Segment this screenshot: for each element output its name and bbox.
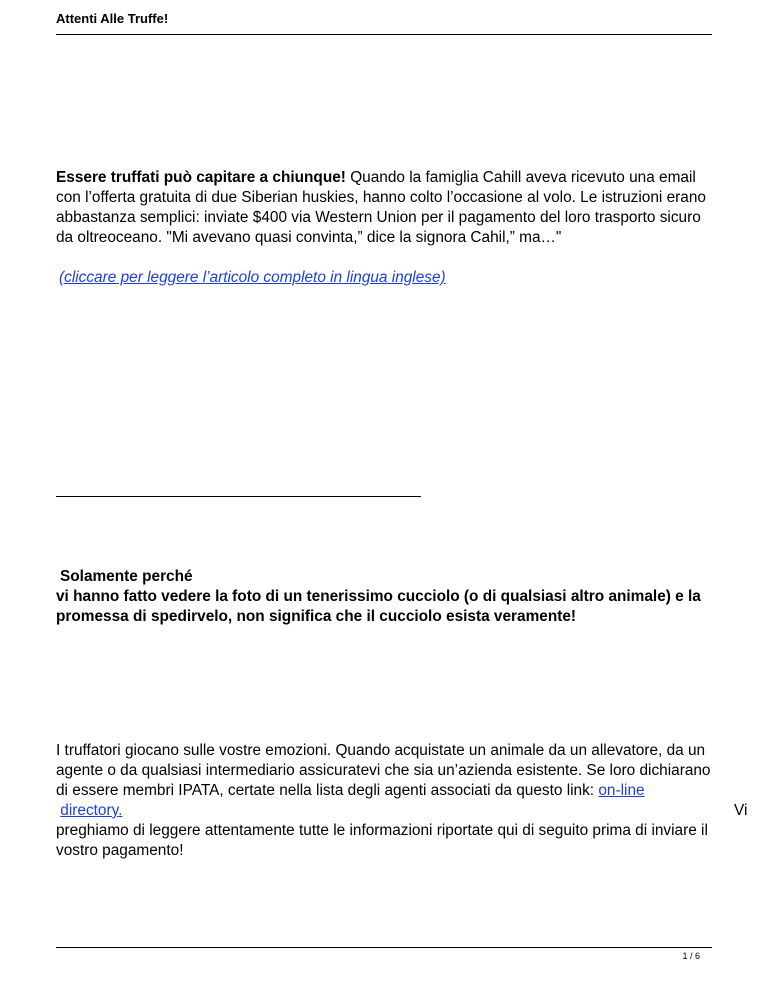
directory-link-part-1[interactable]: on-line: [598, 782, 645, 799]
body-text: I truffatori giocano sulle vostre emozioni. Quando acquistate un animale da un allevatore, da un agente o da qualsiasi intermediario assicuratevi che sia un’azienda esistente. Se loro dichiarano di essere membri IPATA, certate nella lista degli agenti associati da questo link:: [56, 742, 711, 799]
warning-line-2: vi hanno fatto vedere la foto di un tenerissimo cucciolo (o di qualsiasi altro animale) e la promessa di spedirvelo, non significa che il cucciolo esista veramente!: [56, 588, 701, 625]
footer-divider: [56, 947, 712, 948]
body-paragraph: [56, 741, 748, 861]
intro-paragraph: [56, 168, 714, 248]
warning-line-1: Solamente perché: [60, 568, 193, 585]
body-text-vi: Vi: [734, 802, 748, 819]
full-article-link[interactable]: (cliccare per leggere l’articolo completo in lingua inglese): [59, 269, 446, 286]
page-header-title: Attenti Alle Truffe!: [56, 11, 169, 26]
intro-lead: Essere truffati può capitare a chiunque!: [56, 169, 346, 186]
directory-link-part-2[interactable]: directory.: [60, 802, 123, 819]
section-divider: [56, 496, 421, 497]
page-number: 1 / 6: [682, 951, 700, 961]
warning-paragraph: [56, 567, 716, 627]
body-text-continued: preghiamo di leggere attentamente tutte le informazioni riportate qui di seguito prima di inviare il vostro pagamento!: [56, 822, 708, 859]
header-divider: [56, 34, 712, 35]
intro-text: Quando la famiglia Cahill aveva ricevuto una email con l’offerta gratuita di due Siberian huskies, hanno colto l’occasione al volo. Le istruzioni erano abbastanza semplici: inviate $400 via Western Union per il pagamento del loro trasporto sicuro da oltreoceano. "Mi avevano quasi convinta,” dice la signora Cahil,” ma…": [56, 169, 706, 246]
